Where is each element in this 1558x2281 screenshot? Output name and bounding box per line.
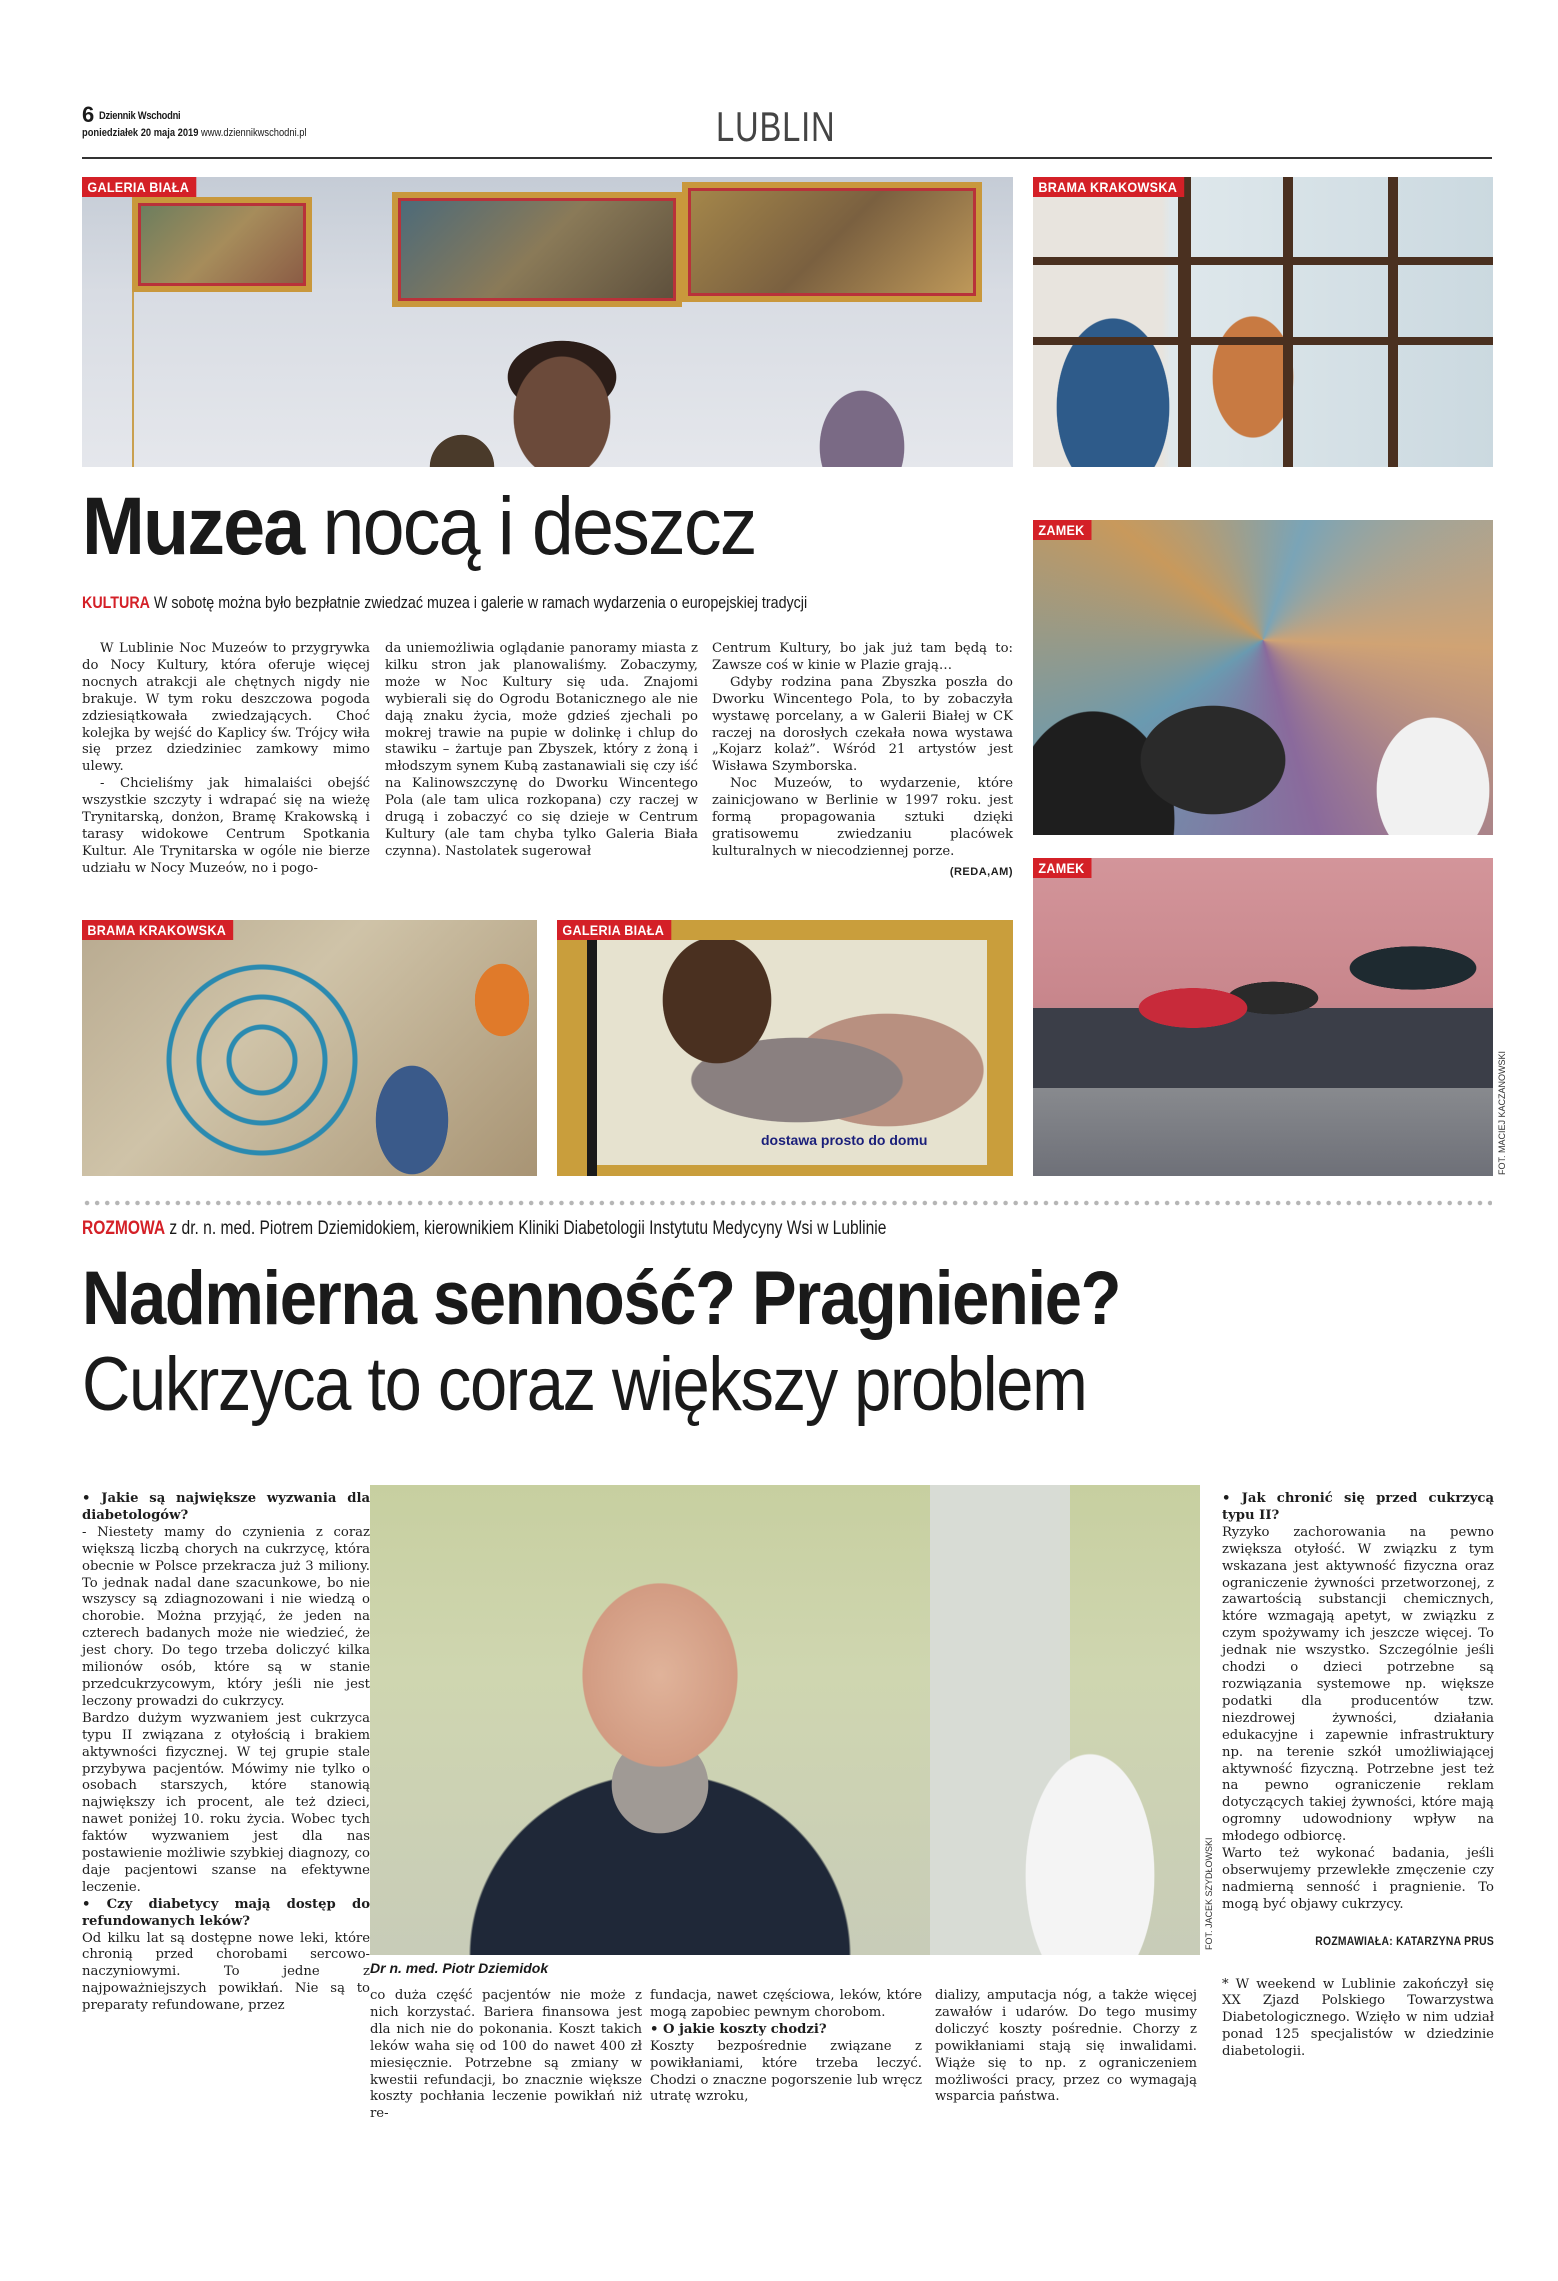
- collage-caption: dostawa prosto do domu: [757, 1132, 931, 1148]
- issue-date: poniedziałek 20 maja 2019: [82, 127, 199, 139]
- paragraph: co duża część pacjentów nie może z nich korzystać. Bariera finansowa jest dla nich nie do pokonania. Koszt takich leków waha się od 100 do nawet 400 zł miesięcznie. Potrzebne są zmiany w kwestii refundacji, bo znacznie większe koszty pochłania leczenie powikłań niż re-: [370, 1988, 642, 2122]
- date-line: [82, 127, 307, 139]
- photo-credit: FOT. JACEK SZYDŁOWSKI: [1204, 1837, 1214, 1950]
- kicker-kultura: KULTURA: [82, 593, 150, 612]
- paragraph: Od kilku lat są dostępne nowe leki, które chronią przed chorobami sercowo-naczyniowymi. To jedne z najpoważniejszych powikłań. Nie są to preparaty refundowane, przez: [82, 1930, 370, 2014]
- photo-label: BRAMA KRAKOWSKA: [82, 920, 233, 940]
- painting-frame: [132, 197, 312, 292]
- headline-line-1: Nadmierna senność? Pragnienie?: [82, 1256, 1121, 1341]
- paragraph: - Chcieliśmy jak himalaiści obejść wszystkie szczyty i wdrapać się na wieżę Trynitarską, donżon, Bramę Krakowską i tarasy widokowe Centrum Spotkania Kultur. Ale Trynitarska w ogóle nie bierze udziału w Nocy Muzeów, no i pogo-: [82, 776, 370, 876]
- painting-frame: [392, 192, 682, 307]
- interviewer-byline: ROZMAWIAŁA: KATARZYNA PRUS: [1315, 1935, 1494, 1948]
- paragraph: Warto też wykonać badania, jeśli obserwujemy przewlekłe zmęczenie czy nadmierną senność i pragnienie. To mogą być objawy cukrzycy.: [1222, 1846, 1494, 1912]
- photo-credit: FOT. MACIEJ KACZANOWSKI: [1497, 1050, 1507, 1175]
- article2-column-1: [82, 1491, 370, 2015]
- masthead-divider: [82, 157, 1492, 159]
- headline-muzea: [82, 482, 756, 572]
- photo-zamek-chapel: [1033, 520, 1493, 835]
- interview-question: • Jakie są największe wyzwania dla diabetologów?: [82, 1491, 370, 1523]
- kicker-rozmowa: ROZMOWA: [82, 1218, 166, 1239]
- paragraph: Gdyby rodzina pana Zbyszka poszła do Dworku Wincentego Pola, to by zobaczyła wystawę porcelany, a w Galerii Białej w CK raczej na dorosłych czekała nowa wystawa „Kojarz kolaż”. Wśród 21 artystów jest Wisława Szymborska.: [712, 674, 1013, 775]
- page-number: 6: [82, 102, 95, 127]
- article2-column-3: [650, 1988, 922, 2106]
- photo-brama-krakowska-top: [1033, 177, 1493, 467]
- paragraph: dializy, amputacja nóg, a także więcej zawałów i udarów. Do tego musimy doliczyć koszty pośrednie. Chorzy z powikłaniami stają się inwalidami. Wiąże się to np. z ograniczeniem możliwości pracy, przez co wymagają wsparcia państwa.: [935, 1988, 1197, 2105]
- article1-deck: [82, 593, 807, 613]
- article1-column-3: [712, 641, 1013, 881]
- paragraph: Noc Muzeów, to wydarzenie, które zainicjowano w Berlinie w 1997 roku. jest formą propagowania sztuki dzięki gratisowemu zwiedzaniu placówek kulturalnych w niecodziennej porze.: [712, 776, 1013, 859]
- article2-column-2: [370, 1988, 642, 2123]
- deck-text: W sobotę można było bezpłatnie zwiedzać muzea i galerie w ramach wydarzenia o europejskiej tradycji: [149, 593, 808, 612]
- article1-column-1: [82, 641, 370, 878]
- interview-question: • O jakie koszty chodzi?: [650, 2021, 827, 2037]
- photo-label: GALERIA BIAŁA: [82, 177, 196, 197]
- headline-light: nocą i deszcz: [303, 481, 756, 572]
- paragraph: da uniemożliwia oglądanie panoramy miasta z kilku stron jak planowaliśmy. Zobaczymy, może w Noc Kultury się uda. Znajomi wybierali się do Ogrodu Botanicznego ale nie dają znaku życia, może gdzieś zjechali po mokrej trawie na pupie w dolinkę i chlup do stawiku – żartuje pan Zbyszek, który z żoną i młodszym synem Kubą zastanawiali się czy iść na Kalinowszczynę do Dworku Wincentego Pola (ale tam ulica rozkopana) czy raczej w drugą i zobaczyć co się dzieje w Centrum Kultury (ale tam chyba tylko Galeria Biała czynna). Nastolatek sugerował: [385, 641, 698, 859]
- paragraph: - Niestety mamy do czynienia z coraz większą liczbą chorych na cukrzycę, która obecnie w Polsce przekracza już 3 miliony. To jednak nadal dane szacunkowe, bo nie wszyscy są zdiagnozowani i nie wiedzą o chorobie. Można przyjąć, że jeden na czterech badanych może nie wiedzieć, że jest chory. Do tego trzeba doliczyć kilka milionów osób, które są w stanie przedcukrzycowym, który jeśli nie jest leczony prowadzi do cukrzycy.: [82, 1524, 370, 1709]
- interview-question: • Jak chronić się przed cukrzycą typu II?: [1222, 1491, 1494, 1523]
- headline-line-2: Cukrzyca to coraz większy problem: [82, 1342, 1087, 1427]
- section-divider: [82, 1200, 1492, 1206]
- section-title: LUBLIN: [716, 103, 836, 150]
- photo-label: ZAMEK: [1033, 520, 1092, 540]
- photo-brama-krakowska-stairs: [82, 920, 537, 1176]
- photo-label: ZAMEK: [1033, 858, 1092, 878]
- photo-galeria-biala-collage: [557, 920, 1013, 1176]
- paper-name: Dziennik Wschodni: [99, 110, 181, 122]
- article1-column-2: [385, 641, 698, 861]
- interview-question: • Czy diabetycy mają dostęp do refundowanych leków?: [82, 1896, 370, 1929]
- deck-text: z dr. n. med. Piotrem Dziemidokiem, kierownikiem Kliniki Diabetologii Instytutu Medycyny Wsi w Lublinie: [165, 1218, 887, 1239]
- headline-bold: Muzea: [82, 481, 304, 572]
- photo-zamek-courtyard: [1033, 858, 1493, 1176]
- byline: (REDA,AM): [949, 865, 1013, 878]
- painting-frame: [682, 182, 982, 302]
- paragraph: Ryzyko zachorowania na pewno zwiększa otyłość. W związku z tym wskazana jest aktywność fizyczna oraz ograniczenie żywności przetworzonej, z zawartością substancji chemicznych, które wzmagają apetyt, w związku z czym spożywamy ich jeszcze więcej. To jednak nie wszystko. Szczególnie jeśli chodzi o dzieci potrzebne są rozwiązania systemowe np. większe podatki dla producentów tzw. niezdrowej żywności, działania edukacyjne i zapewnie infrastruktury np. na terenie szkół umożliwiającej aktywność fizyczną. Potrzebne jest też na pewno ograniczenie reklam dotyczących takiej żywności, które mają ogromny udowodniony wpływ na młodego odbiorcę.: [1222, 1524, 1494, 1845]
- photo-galeria-biala-top: [82, 177, 1013, 467]
- footnote: * W weekend w Lublinie zakończył się XX Zjazd Polskiego Towarzystwa Diabetologicznego. Wzięło w nim udział ponad 125 specjalistów w dziedzinie diabetologii.: [1222, 1976, 1494, 2060]
- paragraph: Koszty bezpośrednie związane z powikłaniami, które trzeba leczyć. Chodzi o znaczne pogorszenie lub wręcz utratę wzroku,: [650, 2038, 922, 2105]
- photo-label: BRAMA KRAKOWSKA: [1033, 177, 1184, 197]
- paragraph: Bardzo dużym wyzwaniem jest cukrzyca typu II związana z otyłością i brakiem aktywności fizycznej. W tej grupie stale przybywa pacjentów. Mówimy nie tylko o osobach starszych, które stanowią największy ich procent, ale też dzieci, nawet poniżej 10. roku życia. Wobec tych faktów wyzwaniem jest dla nas postawienie możliwie szybkiej diagnozy, co daje pacjentowi szanse na efektywne leczenie.: [82, 1710, 370, 1895]
- photo-label: GALERIA BIAŁA: [557, 920, 671, 940]
- article2-deck: [82, 1218, 886, 1240]
- article2-column-5: [1222, 1491, 1494, 2061]
- photo-caption: Dr n. med. Piotr Dziemidok: [370, 1960, 549, 1976]
- photo-doctor-portrait: [370, 1485, 1200, 1955]
- paper-url[interactable]: www.dziennikwschodni.pl: [201, 127, 307, 139]
- article2-column-4: [935, 1988, 1197, 2106]
- paragraph: fundacja, nawet częściowa, leków, które mogą zapobiec pewnym chorobom.: [650, 1988, 922, 2020]
- paragraph: W Lublinie Noc Muzeów to przygrywka do Nocy Kultury, która oferuje więcej nocnych atrakcji ale chętnych nigdy nie brakuje. W tym roku deszczowa pogoda zdziesiątkowała zwiedzających. Choć kolejka by wejść do Kaplicy św. Trójcy wiła się przez dziedziniec zamkowy mimo ulewy.: [82, 641, 370, 775]
- paragraph: Centrum Kultury, bo jak już tam będą to: Zawsze coś w kinie w Plazie grają…: [712, 641, 1013, 673]
